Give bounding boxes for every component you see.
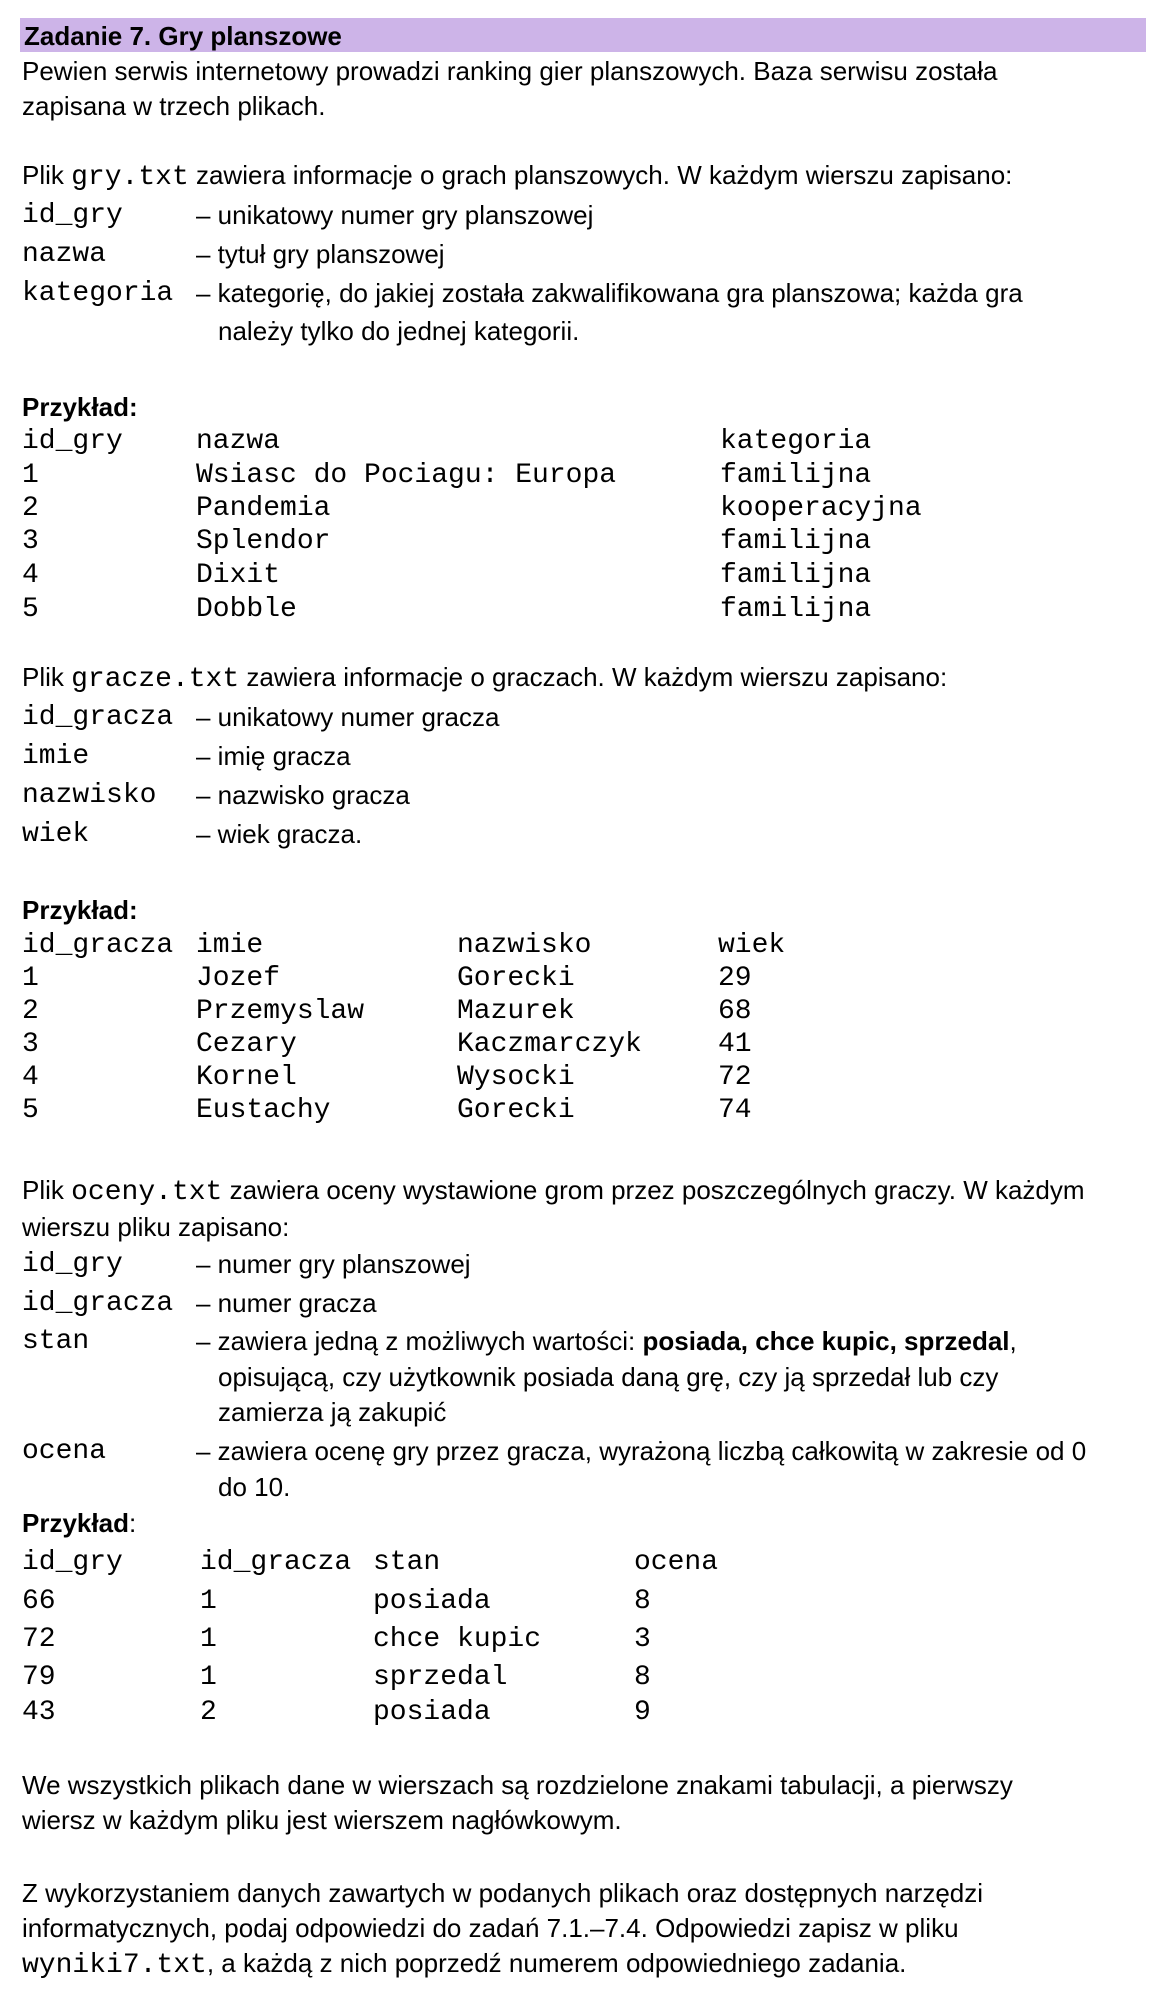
gracze-example-cell: Eustachy (196, 1095, 331, 1126)
oceny-example-cell: sprzedal (373, 1662, 508, 1693)
oceny-field-desc-continued: opisującą, czy użytkownik posiada daną grę, czy ją sprzedał lub czy (218, 1362, 999, 1392)
gracze-example-cell: 3 (22, 1029, 39, 1060)
gry-filename: gry.txt (71, 162, 189, 193)
gry-lead: Plik gry.txt zawiera informacje o grach planszowych. W każdym wierszu zapisano: (22, 160, 1013, 193)
footer-paragraph-1-line-1: We wszystkich plikach dane w wierszach są rozdzielone znakami tabulacji, a pierwszy (22, 1770, 1013, 1800)
oceny-example-header: id_gry (22, 1547, 123, 1578)
oceny-example-cell: posiada (373, 1586, 491, 1617)
gracze-example-cell: Przemyslaw (196, 996, 365, 1027)
gracze-field-name: imie (22, 741, 90, 772)
oceny-lead-line-2: wierszu pliku zapisano: (22, 1212, 290, 1242)
gracze-example-cell: 41 (718, 1029, 752, 1060)
gracze-example-cell: Gorecki (457, 963, 575, 994)
gracze-example-cell: 5 (22, 1095, 39, 1126)
oceny-example-cell: chce kupic (373, 1624, 542, 1655)
gry-example-cell: familijna (720, 560, 872, 591)
gry-example-cell: familijna (720, 594, 872, 625)
gry-example-cell: 5 (22, 594, 39, 625)
oceny-field-name: stan (22, 1326, 90, 1357)
gry-example-cell: familijna (720, 460, 872, 491)
gracze-example-header: imie (196, 930, 264, 961)
gracze-example-cell: Mazurek (457, 996, 575, 1027)
footer-paragraph-1-line-2: wiersz w każdym pliku jest wierszem nagłówkowym. (22, 1805, 622, 1835)
gry-example-header: kategoria (720, 426, 872, 457)
gry-example-label: Przykład: (22, 392, 138, 422)
gracze-example-cell: 72 (718, 1062, 752, 1093)
gracze-field-desc: – wiek gracza. (196, 819, 363, 849)
gry-field-name: nazwa (22, 239, 107, 270)
gracze-example-cell: 1 (22, 963, 39, 994)
gry-example-cell: Dobble (196, 594, 297, 625)
gracze-example-cell: Wysocki (457, 1062, 575, 1093)
gracze-example-cell: Kornel (196, 1062, 297, 1093)
oceny-lead: Plik oceny.txt zawiera oceny wystawione grom przez poszczególnych graczy. W każdym (22, 1175, 1085, 1208)
gracze-field-desc: – imię gracza (196, 741, 351, 771)
gracze-example-cell: Kaczmarczyk (457, 1029, 642, 1060)
gracze-example-cell: 74 (718, 1095, 752, 1126)
gracze-example-label: Przykład: (22, 895, 138, 925)
oceny-example-cell: 1 (200, 1624, 217, 1655)
oceny-example-cell: 3 (634, 1624, 651, 1655)
oceny-example-cell: 8 (634, 1662, 651, 1693)
oceny-example-cell: 43 (22, 1697, 56, 1728)
oceny-example-cell: posiada (373, 1697, 491, 1728)
gry-field-desc: – unikatowy numer gry planszowej (196, 200, 594, 230)
oceny-example-cell: 1 (200, 1662, 217, 1693)
footer-paragraph-2-line-3: wyniki7.txt, a każdą z nich poprzedź numerem odpowiedniego zadania. (22, 1948, 907, 1981)
gracze-example-cell: 29 (718, 963, 752, 994)
gry-example-cell: 1 (22, 460, 39, 491)
gracze-example-cell: Jozef (196, 963, 281, 994)
gracze-field-desc: – nazwisko gracza (196, 780, 410, 810)
oceny-example-cell: 1 (200, 1586, 217, 1617)
stan-values: posiada, chce kupic, sprzedal (642, 1326, 1010, 1356)
task-title: Zadanie 7. Gry planszowe (24, 21, 342, 51)
oceny-example-header: stan (373, 1547, 441, 1578)
intro-line-1: Pewien serwis internetowy prowadzi ranking gier planszowych. Baza serwisu została (22, 56, 998, 86)
gry-example-cell: 3 (22, 526, 39, 557)
gry-example-cell: familijna (720, 526, 872, 557)
footer-paragraph-2-line-2: informatycznych, podaj odpowiedzi do zadań 7.1.–7.4. Odpowiedzi zapisz w pliku (22, 1913, 959, 1943)
gracze-field-name: id_gracza (22, 702, 174, 733)
oceny-field-name: id_gracza (22, 1288, 174, 1319)
gry-field-desc: – tytuł gry planszowej (196, 239, 445, 269)
oceny-example-cell: 66 (22, 1586, 56, 1617)
gracze-filename: gracze.txt (71, 664, 240, 695)
gry-example-cell: Pandemia (196, 493, 331, 524)
gracze-example-header: nazwisko (457, 930, 592, 961)
gracze-field-name: wiek (22, 819, 90, 850)
oceny-field-desc: – zawiera jedną z możliwych wartości: posiada, chce kupic, sprzedal, (196, 1326, 1017, 1356)
oceny-field-name: id_gry (22, 1249, 123, 1280)
gry-example-cell: Dixit (196, 560, 281, 591)
gry-example-cell: Splendor (196, 526, 331, 557)
oceny-field-desc: – numer gracza (196, 1288, 377, 1318)
oceny-filename: oceny.txt (71, 1177, 223, 1208)
gry-example-cell: Wsiasc do Pociagu: Europa (196, 460, 617, 491)
gry-field-desc: – kategorię, do jakiej została zakwalifikowana gra planszowa; każda gra (196, 278, 1023, 308)
gracze-example-cell: Cezary (196, 1029, 297, 1060)
intro-line-2: zapisana w trzech plikach. (22, 91, 326, 121)
oceny-example-header: ocena (634, 1547, 719, 1578)
gracze-example-cell: 68 (718, 996, 752, 1027)
gracze-example-cell: 2 (22, 996, 39, 1027)
gry-example-cell: 2 (22, 493, 39, 524)
oceny-field-desc: – numer gry planszowej (196, 1249, 471, 1279)
gry-example-cell: kooperacyjna (720, 493, 922, 524)
oceny-field-name: ocena (22, 1436, 107, 1467)
oceny-field-desc-continued: zamierza ją zakupić (218, 1397, 447, 1427)
task-title-bar (20, 18, 1146, 52)
gry-example-cell: 4 (22, 560, 39, 591)
oceny-example-cell: 2 (200, 1697, 217, 1728)
gracze-example-header: id_gracza (22, 930, 174, 961)
gry-example-header: id_gry (22, 426, 123, 457)
gracze-field-desc: – unikatowy numer gracza (196, 702, 500, 732)
footer-paragraph-2-line-1: Z wykorzystaniem danych zawartych w podanych plikach oraz dostępnych narzędzi (22, 1878, 984, 1908)
wyniki-filename: wyniki7.txt (22, 1950, 207, 1981)
gracze-example-cell: Gorecki (457, 1095, 575, 1126)
oceny-example-cell: 72 (22, 1624, 56, 1655)
oceny-example-cell: 79 (22, 1662, 56, 1693)
gracze-example-cell: 4 (22, 1062, 39, 1093)
gracze-lead: Plik gracze.txt zawiera informacje o graczach. W każdym wierszu zapisano: (22, 662, 948, 695)
gracze-field-name: nazwisko (22, 780, 157, 811)
oceny-example-cell: 9 (634, 1697, 651, 1728)
oceny-example-cell: 8 (634, 1586, 651, 1617)
gry-field-desc-continued: należy tylko do jednej kategorii. (218, 316, 580, 346)
gracze-example-header: wiek (718, 930, 786, 961)
oceny-example-header: id_gracza (200, 1547, 352, 1578)
oceny-field-desc: – zawiera ocenę gry przez gracza, wyrażoną liczbą całkowitą w zakresie od 0 (196, 1436, 1087, 1466)
gry-example-header: nazwa (196, 426, 281, 457)
oceny-example-label: Przykład: (22, 1508, 137, 1538)
gry-field-name: id_gry (22, 200, 123, 231)
gry-field-name: kategoria (22, 278, 174, 309)
oceny-field-desc-continued: do 10. (218, 1472, 291, 1502)
